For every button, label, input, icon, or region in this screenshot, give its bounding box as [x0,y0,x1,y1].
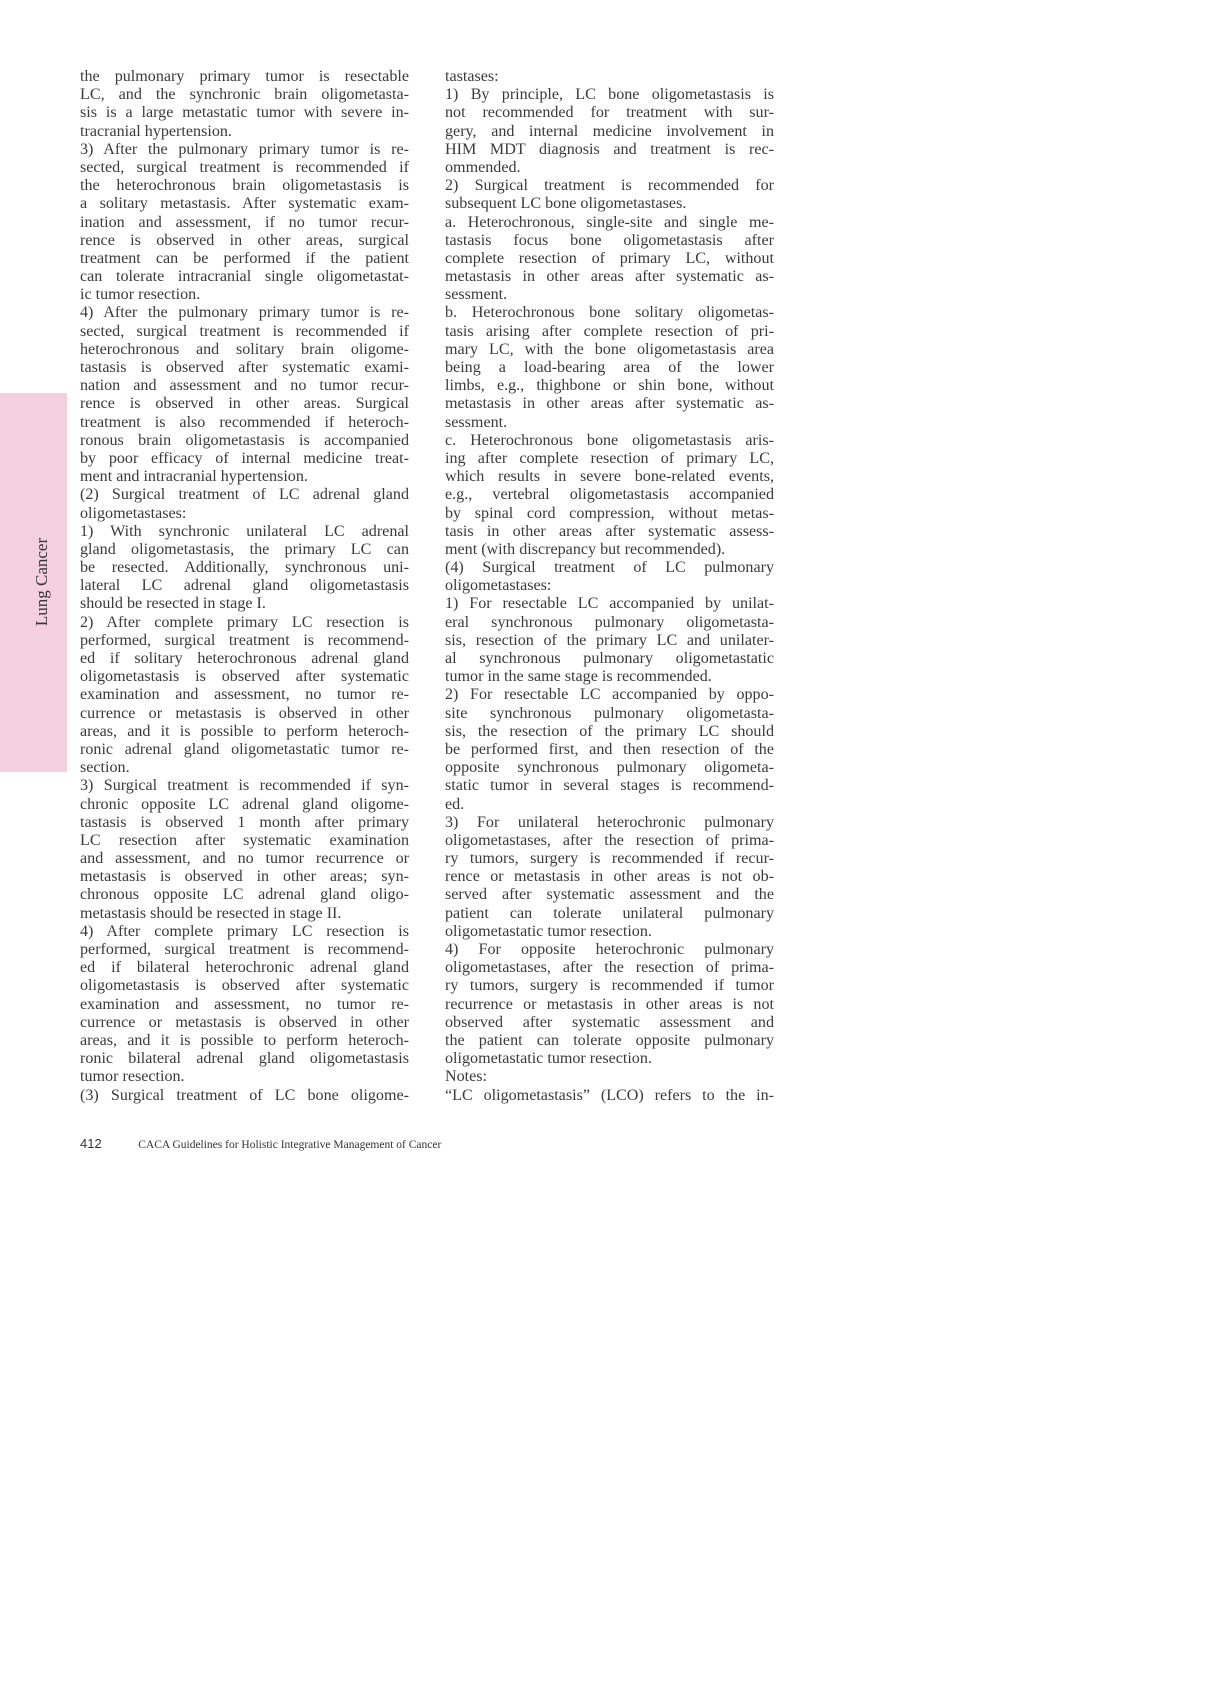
text-line: 1) With synchronic unilateral LC adrenal [80,522,409,540]
text-line: tumor in the same stage is recommended. [445,668,712,686]
text-line: metastasis is observed in other areas; syn- [80,868,409,886]
text-line: examination and assessment, no tumor re- [80,686,409,704]
text-line: c. Heterochronous bone oligometastasis aris- [445,431,774,449]
text-line: (3) Surgical treatment of LC bone oligome- [80,1086,409,1104]
text-line: performed, surgical treatment is recommend- [80,941,409,958]
text-line: 4) After the pulmonary primary tumor is re- [80,304,409,322]
text-line: subsequent LC bone oligometastases. [445,195,687,213]
text-line: performed, surgical treatment is recommend- [80,631,409,649]
text-line: ry tumors, surgery is recommended if recur- [445,850,774,868]
text-line: 4) After complete primary LC resection is [80,922,409,940]
text-line: 2) Surgical treatment is recommended for [445,177,774,195]
running-title: CACA Guidelines for Holistic Integrative Management of Cancer [138,1139,442,1151]
text-line: b. Heterochronous bone solitary oligometas- [445,304,774,322]
text-line: tracranial hypertension. [80,122,232,140]
text-line: oligometastasis is observed after systematic [80,977,409,995]
text-line: tastasis focus bone oligometastasis after [445,231,774,249]
text-line: lateral LC adrenal gland oligometastasis [80,577,409,595]
text-line: the patient can tolerate opposite pulmonary [445,1031,774,1049]
text-line: oligometastases, after the resection of prima- [445,831,774,849]
text-line: Notes: [445,1068,488,1086]
text-line: ed if solitary heterochronous adrenal gland [80,650,409,667]
text-line: ry tumors, surgery is recommended if tumor [445,977,774,995]
text-line: currence or metastasis is observed in other [80,704,409,722]
text-line: be performed first, and then resection of the [445,740,774,758]
right-text-column [445,68,774,1105]
text-line: ronous brain oligometastasis is accompanied [80,431,409,449]
text-line: tumor resection. [80,1068,185,1086]
text-line: ed if bilateral heterochronic adrenal gland [80,959,409,977]
text-line: ronic bilateral adrenal gland oligometastasis [80,1050,409,1068]
text-line: and assessment, and no tumor recurrence or [80,850,409,868]
text-line: 2) After complete primary LC resection is [80,613,409,631]
text-line: oligometastases: [445,577,552,595]
text-line: (4) Surgical treatment of LC pulmonary [445,559,774,577]
text-line: treatment is also recommended if heteroch- [80,413,409,431]
text-line: by poor efficacy of internal medicine treat- [80,449,409,467]
text-line: a solitary metastasis. After systematic exam- [80,195,409,213]
text-line: chronous opposite LC adrenal gland oligo- [80,886,409,904]
text-line: complete resection of primary LC, without [445,249,774,267]
text-line: recurrence or metastasis in other areas is not [445,995,774,1013]
text-line: areas, and it is possible to perform heteroch- [80,1031,409,1049]
text-line: ommended. [445,158,521,176]
text-line: opposite synchronous pulmonary oligometa- [445,759,774,777]
text-line: al synchronous pulmonary oligometastatic [445,650,774,667]
text-line: which results in severe bone-related events, [445,468,774,486]
text-line: by spinal cord compression, without metas- [445,504,774,522]
text-line: metastasis in other areas after systematic as- [445,395,774,413]
text-line: be resected. Additionally, synchronous uni- [80,559,409,577]
text-line: sis, the resection of the primary LC should [445,722,774,740]
text-line: the pulmonary primary tumor is resectable [80,68,409,85]
text-line: eral synchronous pulmonary oligometasta- [445,613,774,631]
page-footer [80,1136,441,1152]
text-line: sessment. [445,413,508,431]
text-line: metastasis should be resected in stage II. [80,904,342,922]
text-line: sessment. [445,286,508,304]
text-line: ronic adrenal gland oligometastatic tumor re- [80,740,409,758]
text-line: metastasis in other areas after systematic as- [445,268,774,286]
text-line: ment (with discrepancy but recommended). [445,540,726,558]
text-line: 3) After the pulmonary primary tumor is re- [80,140,409,158]
text-line: mary LC, with the bone oligometastasis area [445,340,774,358]
text-line: tasis arising after complete resection of pri- [445,322,774,340]
page-number: 412 [80,1136,102,1151]
text-line: currence or metastasis is observed in other [80,1013,409,1031]
text-line: 3) Surgical treatment is recommended if syn- [80,777,409,795]
text-line: tastases: [445,68,499,85]
text-line: “LC oligometastasis” (LCO) refers to the in- [445,1086,774,1104]
text-line: gery, and internal medicine involvement in [445,122,774,140]
text-line: sis, resection of the primary LC and unilater- [445,631,774,649]
text-line: oligometastases, after the resection of prima- [445,959,774,977]
text-line: sis is a large metastatic tumor with severe in- [80,104,409,122]
text-line: 4) For opposite heterochronic pulmonary [445,941,774,958]
text-line: ment and intracranial hypertension. [80,468,308,486]
text-line: oligometastatic tumor resection. [445,922,652,940]
text-line: rence is observed in other areas, surgical [80,231,409,249]
text-line: being a load-bearing area of the lower [445,359,774,376]
text-line: treatment can be performed if the patient [80,249,409,267]
text-line: limbs, e.g., thighbone or shin bone, without [445,377,774,395]
text-line: static tumor in several stages is recommend- [445,777,774,795]
text-line: oligometastatic tumor resection. [445,1050,652,1068]
text-line: site synchronous pulmonary oligometasta- [445,704,774,722]
text-line: observed after systematic assessment and [445,1013,774,1031]
text-line: tastasis is observed 1 month after primary [80,813,409,831]
text-line: served after systematic assessment and the [445,886,774,904]
text-line: oligometastases: [80,504,187,522]
text-line: areas, and it is possible to perform heteroch- [80,722,409,740]
text-line: the heterochronous brain oligometastasis is [80,177,409,195]
text-line: patient can tolerate unilateral pulmonary [445,904,774,922]
text-line: ination and assessment, if no tumor recur- [80,213,409,231]
text-line: ed. [445,795,465,813]
text-line: 1) For resectable LC accompanied by unilat- [445,595,774,613]
text-line: rence or metastasis in other areas is not ob- [445,868,774,886]
text-line: section. [80,759,130,777]
text-line: rence is observed in other areas. Surgical [80,395,409,413]
text-line: 3) For unilateral heterochronic pulmonary [445,813,774,831]
text-line: e.g., vertebral oligometastasis accompanied [445,486,774,504]
text-line: tasis in other areas after systematic assess- [445,522,774,540]
text-line: tastasis is observed after systematic exami- [80,359,409,376]
text-line: not recommended for treatment with sur- [445,104,774,122]
text-line: sected, surgical treatment is recommended if [80,322,409,340]
text-line: chronic opposite LC adrenal gland oligome- [80,795,409,813]
text-line: 1) By principle, LC bone oligometastasis is [445,86,774,104]
text-line: gland oligometastasis, the primary LC can [80,540,409,558]
text-line: nation and assessment and no tumor recur- [80,377,409,395]
text-line: can tolerate intracranial single oligometastat- [80,268,409,286]
text-line: LC, and the synchronic brain oligometasta- [80,86,409,104]
left-text-column [80,68,409,1105]
text-line: sected, surgical treatment is recommended if [80,158,409,176]
text-line: oligometastasis is observed after systematic [80,668,409,686]
text-line: LC resection after systematic examination [80,831,409,849]
text-line: a. Heterochronous, single-site and single me- [445,213,774,231]
text-line: heterochronous and solitary brain oligome- [80,340,409,358]
section-side-tab-label: Lung Cancer [32,537,51,627]
text-line: ing after complete resection of primary LC, [445,449,774,467]
text-line: (2) Surgical treatment of LC adrenal gland [80,486,409,504]
text-line: 2) For resectable LC accompanied by oppo- [445,686,774,704]
text-line: examination and assessment, no tumor re- [80,995,409,1013]
text-line: ic tumor resection. [80,286,201,304]
text-line: should be resected in stage I. [80,595,266,613]
text-line: HIM MDT diagnosis and treatment is rec- [445,140,774,158]
